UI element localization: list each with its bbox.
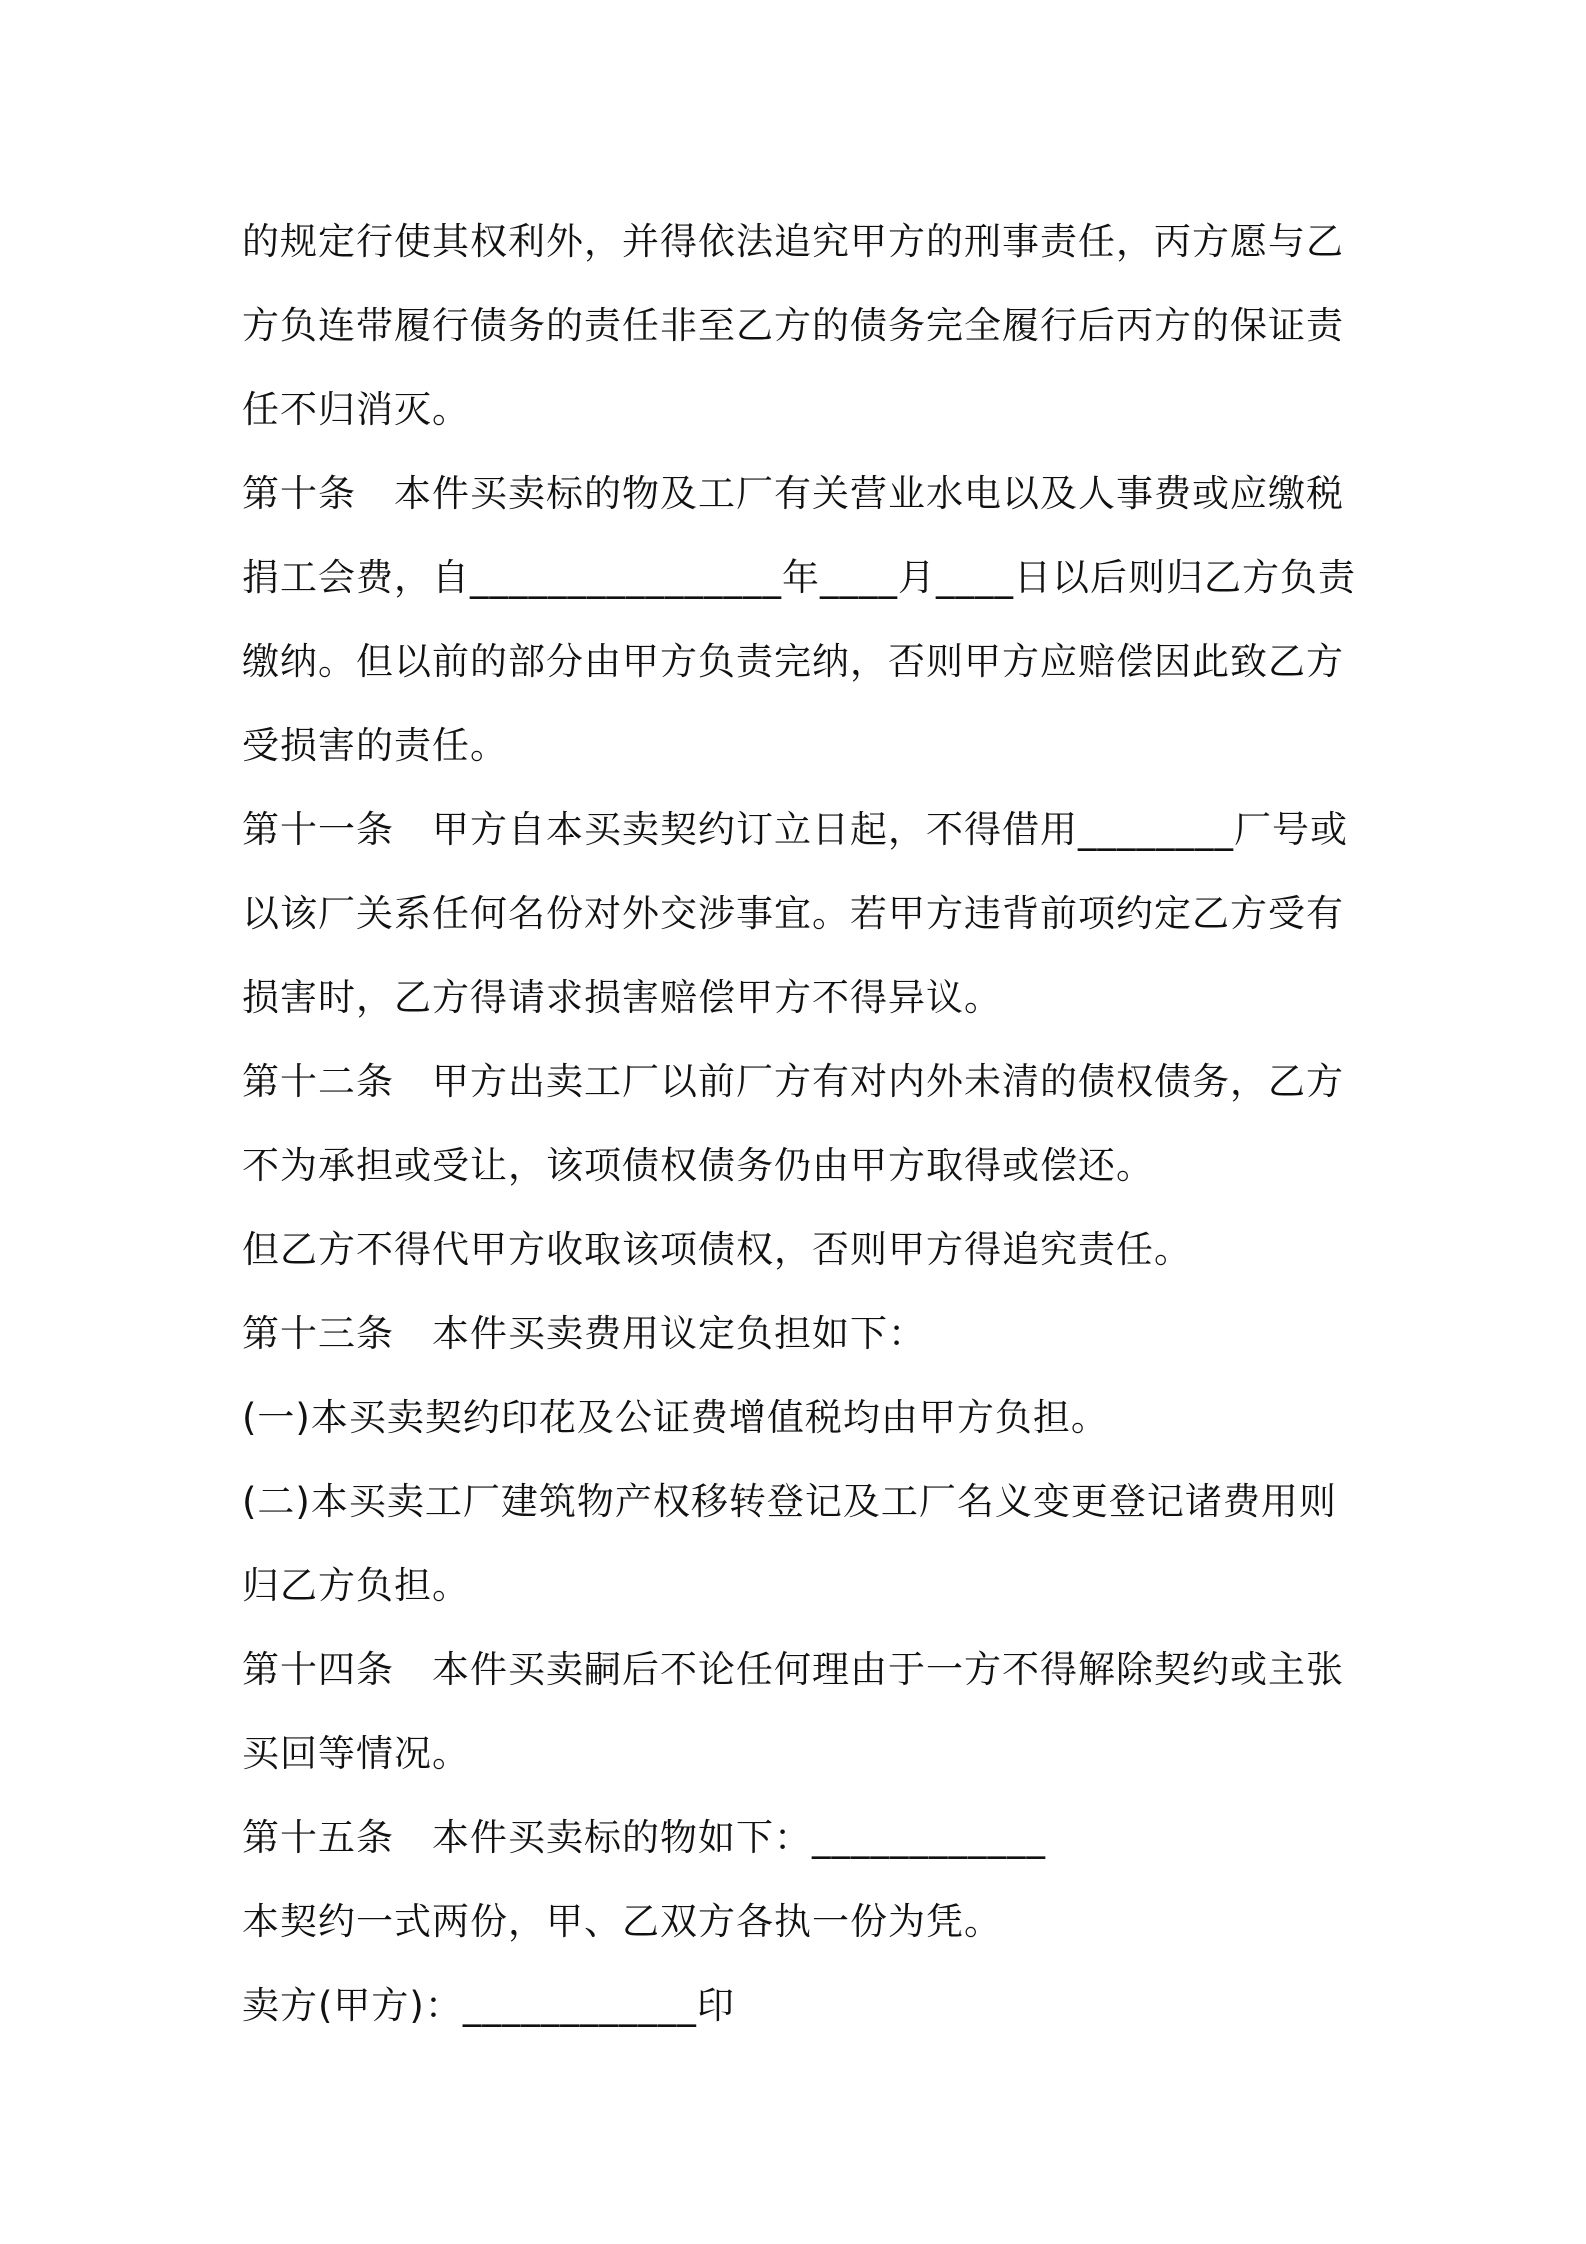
- paragraph-article-13-item-2: (二)本买卖工厂建筑物产权移转登记及工厂名义变更登记诸费用则归乙方负担。: [242, 1480, 1337, 1607]
- paragraph-article-12-note: 但乙方不得代甲方收取该项债权，否则甲方得追究责任。: [242, 1228, 1192, 1271]
- paragraph-article-12: 第十二条 甲方出卖工厂以前厂方有对内外未清的债权债务，乙方不为承担或受让，该项债权债务仍由甲方取得或偿还。: [242, 1060, 1344, 1187]
- paragraph-article-15: 第十五条 本件买卖标的物如下：____________: [242, 1816, 1046, 1859]
- paragraph-article-11: 第十一条 甲方自本买卖契约订立日起，不得借用________厂号或以该厂关系任何名份对外交涉事宜。若甲方违背前项约定乙方受有损害时，乙方得请求损害赔偿甲方不得异议。: [242, 808, 1348, 1019]
- paragraph-guarantee-clause: 的规定行使其权利外，并得依法追究甲方的刑事责任，丙方愿与乙方负连带履行债务的责任非至乙方的债务完全履行后丙方的保证责任不归消灭。: [242, 220, 1344, 431]
- paragraph-article-13-item-1: (一)本买卖契约印花及公证费增值税均由甲方负担。: [242, 1396, 1109, 1439]
- paragraph-article-13: 第十三条 本件买卖费用议定负担如下：: [242, 1312, 926, 1355]
- paragraph-seller-signature: 卖方(甲方)：____________印: [242, 1984, 735, 2027]
- document-body: [242, 200, 1362, 2048]
- paragraph-article-14: 第十四条 本件买卖嗣后不论任何理由于一方不得解除契约或主张买回等情况。: [242, 1648, 1344, 1775]
- paragraph-article-10: 第十条 本件买卖标的物及工厂有关营业水电以及人事费或应缴税捐工会费，自________________年____月____日以后则归乙方负责缴纳。但以前的部分由甲方负责完纳，否则甲方应赔偿因此致乙方受损害的责任。: [242, 472, 1356, 767]
- paragraph-copies: 本契约一式两份，甲、乙双方各执一份为凭。: [242, 1900, 1002, 1943]
